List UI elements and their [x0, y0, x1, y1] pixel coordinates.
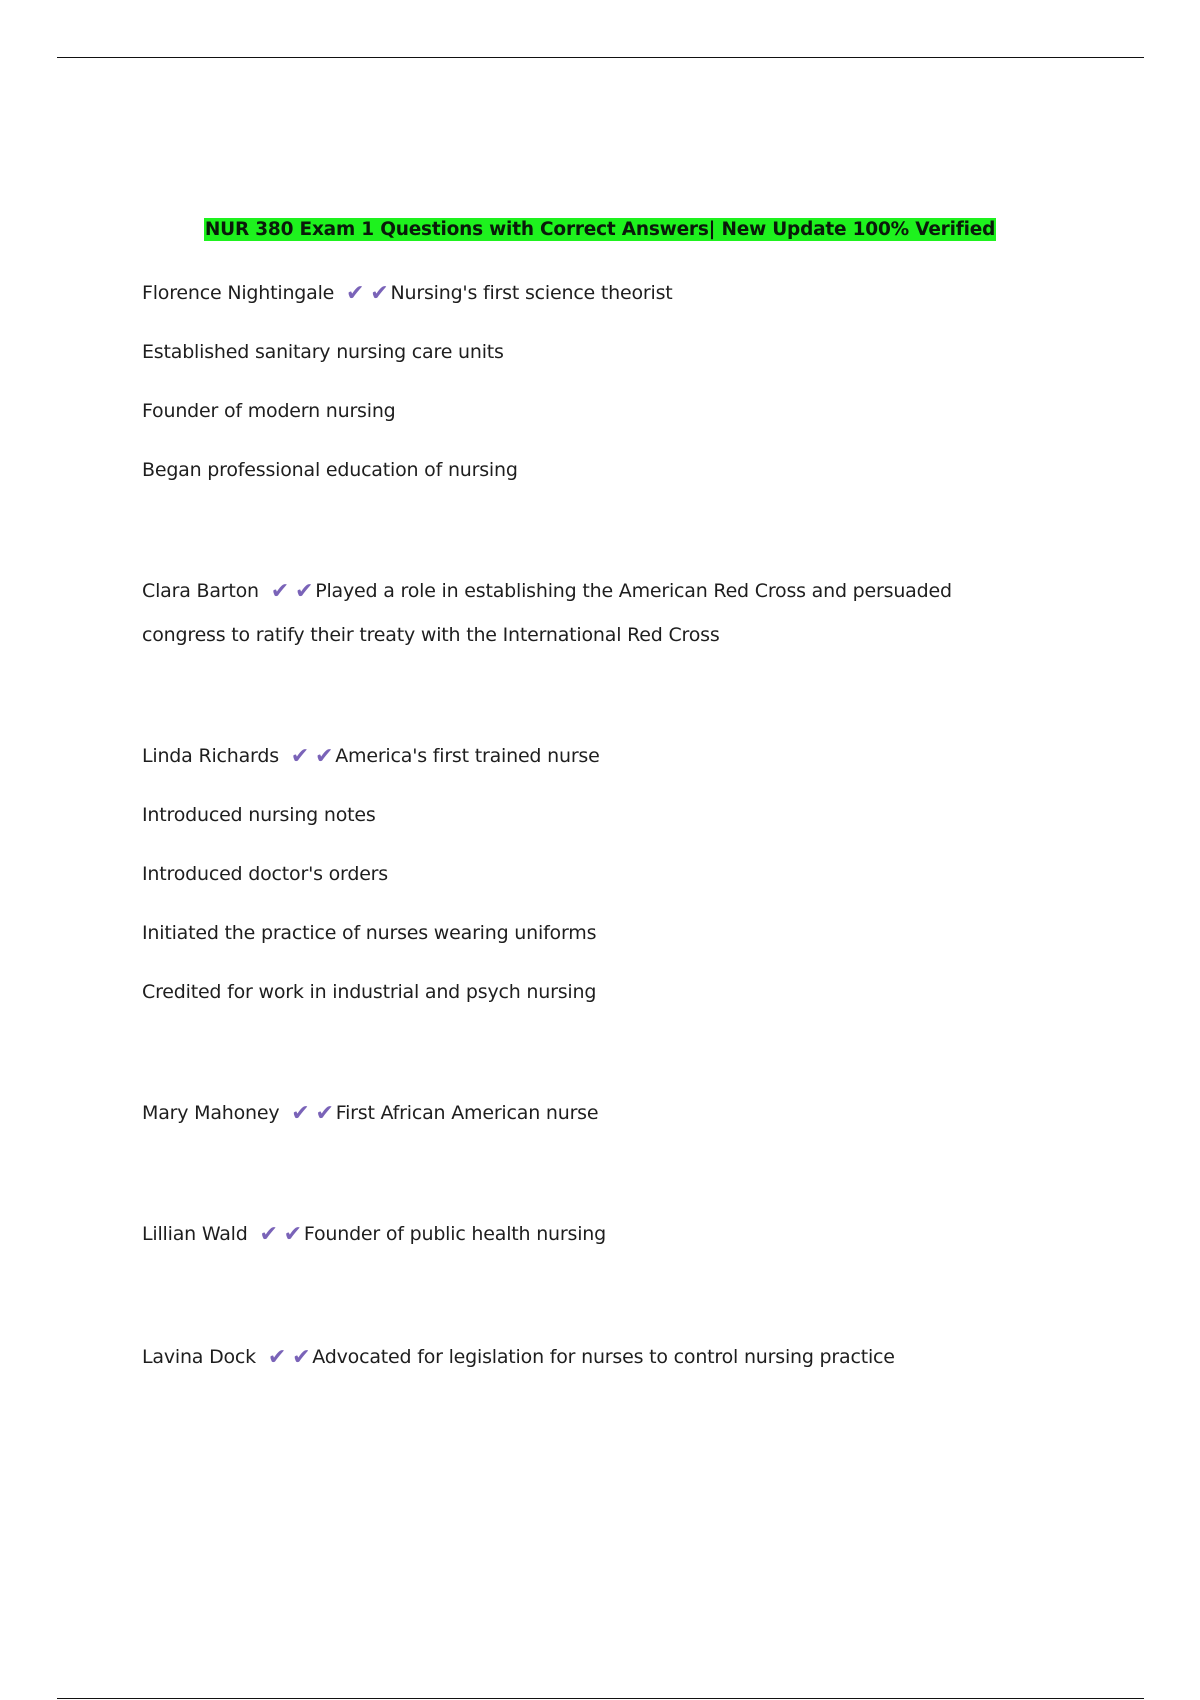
entry-term: Clara Barton	[142, 580, 259, 602]
entry-term: Lillian Wald	[142, 1223, 248, 1245]
detail-line: Introduced nursing notes	[142, 804, 376, 826]
entry-term: Lavina Dock	[142, 1346, 256, 1368]
double-check-icon: ✔ ✔	[270, 579, 314, 604]
entry-wald	[142, 1221, 606, 1248]
double-check-icon: ✔ ✔	[291, 1101, 334, 1126]
detail-line: Began professional education of nursing	[142, 459, 518, 481]
detail-line: Credited for work in industrial and psych nursing	[142, 981, 597, 1003]
entry-answer: Founder of public health nursing	[303, 1223, 606, 1245]
entry-answer: First African American nurse	[335, 1102, 599, 1124]
entry-answer: Nursing's first science theorist	[390, 282, 673, 304]
entry-mahoney	[142, 1100, 598, 1127]
double-check-icon: ✔ ✔	[267, 1345, 311, 1370]
entry-dock	[142, 1344, 895, 1371]
double-check-icon: ✔ ✔	[290, 744, 334, 769]
entry-term: Linda Richards	[142, 745, 279, 767]
double-check-icon: ✔ ✔	[259, 1222, 302, 1247]
entry-answer: America's first trained nurse	[335, 745, 600, 767]
document-title	[0, 216, 1200, 244]
detail-line: Established sanitary nursing care units	[142, 341, 504, 363]
title-highlight: NUR 380 Exam 1 Questions with Correct Answers| New Update 100% Verified	[204, 219, 996, 240]
header-rule	[57, 57, 1144, 58]
entry-term: Florence Nightingale	[142, 282, 335, 304]
detail-line: Introduced doctor's orders	[142, 863, 388, 885]
detail-line: Founder of modern nursing	[142, 400, 396, 422]
entry-answer: Advocated for legislation for nurses to control nursing practice	[312, 1346, 895, 1368]
double-check-icon: ✔ ✔	[346, 281, 389, 306]
entry-term: Mary Mahoney	[142, 1102, 280, 1124]
entry-answer: Played a role in establishing the American Red Cross and persuaded	[315, 580, 952, 602]
detail-line: Initiated the practice of nurses wearing uniforms	[142, 922, 597, 944]
footer-rule	[57, 1698, 1144, 1699]
entry-barton	[142, 578, 952, 605]
entry-richards	[142, 743, 600, 770]
entry-nightingale	[142, 280, 673, 307]
entry-continuation: congress to ratify their treaty with the International Red Cross	[142, 624, 720, 646]
